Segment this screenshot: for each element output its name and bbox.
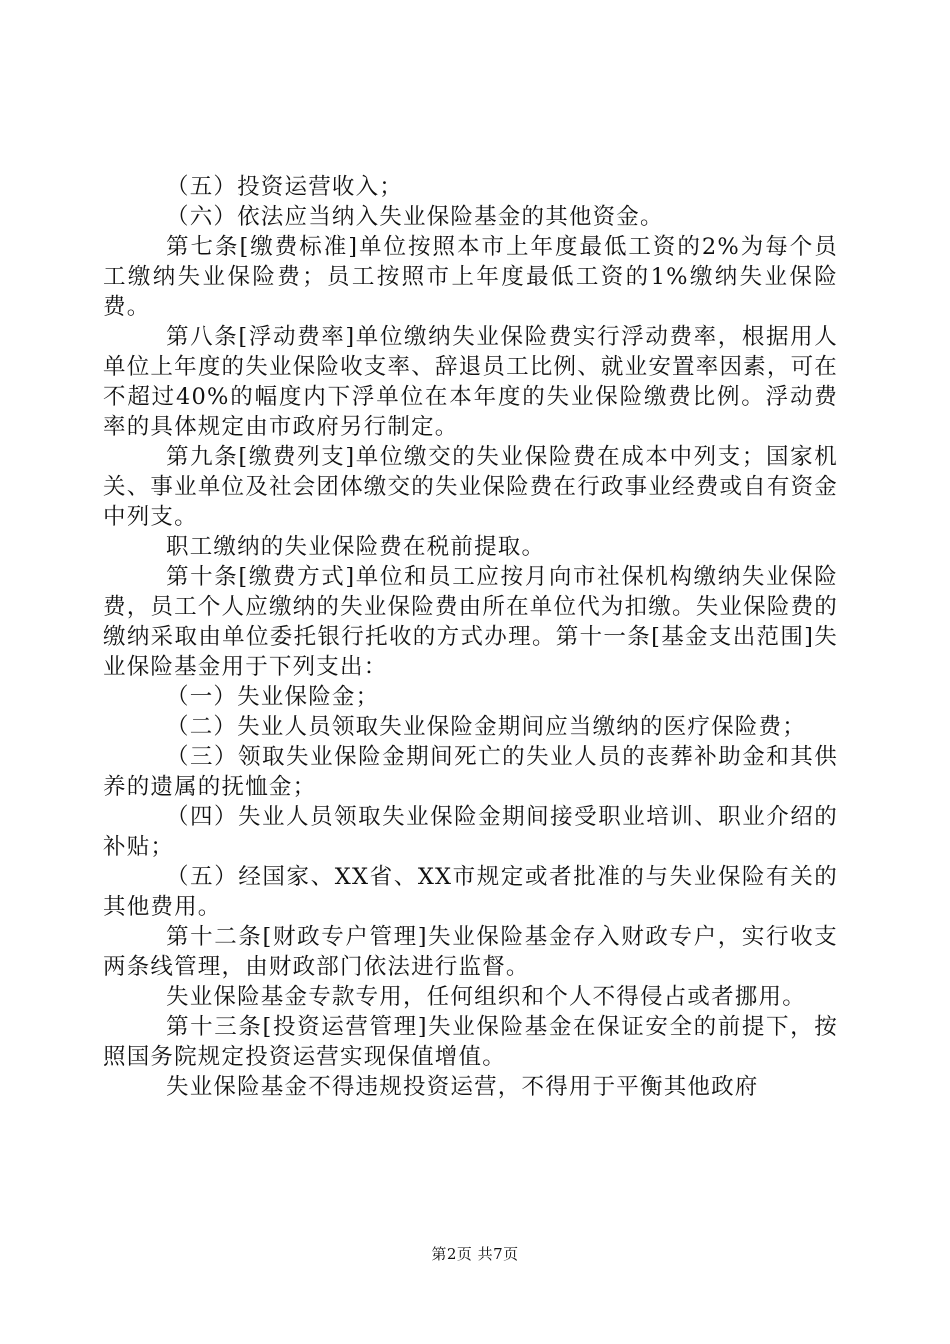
paragraph: 第十二条[财政专户管理]失业保险基金存入财政专户，实行收支两条线管理，由财政部门依法进行监督。 — [103, 924, 838, 980]
paragraph: （五）经国家、XX省、XX市规定或者批准的与失业保险有关的其他费用。 — [103, 864, 838, 920]
paragraph: 失业保险基金不得违规投资运营，不得用于平衡其他政府 — [166, 1074, 759, 1100]
paragraph: （一）失业保险金； — [166, 684, 380, 710]
paragraph: 职工缴纳的失业保险费在税前提取。 — [166, 534, 546, 560]
paragraph: （六）依法应当纳入失业保险基金的其他资金。 — [166, 204, 664, 230]
paragraph: 第十三条[投资运营管理]失业保险基金在保证安全的前提下，按照国务院规定投资运营实现保值增值。 — [103, 1014, 838, 1070]
paragraph: 第十条[缴费方式]单位和员工应按月向市社保机构缴纳失业保险费，员工个人应缴纳的失业保险费由所在单位代为扣缴。失业保险费的缴纳采取由单位委托银行托收的方式办理。第十一条[基金支出范围]失业保险基金用于下列支出： — [103, 564, 838, 680]
paragraph: 第七条[缴费标准]单位按照本市上年度最低工资的2%为每个员工缴纳失业保险费；员工按照市上年度最低工资的1%缴纳失业保险费。 — [103, 234, 838, 320]
paragraph: 失业保险基金专款专用，任何组织和个人不得侵占或者挪用。 — [166, 984, 806, 1010]
document-body — [103, 172, 838, 1102]
page-footer — [0, 1243, 950, 1264]
page-indicator: 第2页 共7页 — [431, 1245, 519, 1263]
paragraph: （三）领取失业保险金期间死亡的失业人员的丧葬补助金和其供养的遗属的抚恤金； — [103, 744, 838, 800]
paragraph: （二）失业人员领取失业保险金期间应当缴纳的医疗保险费； — [166, 714, 806, 740]
paragraph: 第八条[浮动费率]单位缴纳失业保险费实行浮动费率，根据用人单位上年度的失业保险收支率、辞退员工比例、就业安置率因素，可在不超过40%的幅度内下浮单位在本年度的失业保险缴费比例。浮动费率的具体规定由市政府另行制定。 — [103, 324, 838, 440]
paragraph: （五）投资运营收入； — [166, 174, 404, 200]
paragraph: （四）失业人员领取失业保险金期间接受职业培训、职业介绍的补贴； — [103, 804, 838, 860]
paragraph: 第九条[缴费列支]单位缴交的失业保险费在成本中列支；国家机关、事业单位及社会团体缴交的失业保险费在行政事业经费或自有资金中列支。 — [103, 444, 838, 530]
